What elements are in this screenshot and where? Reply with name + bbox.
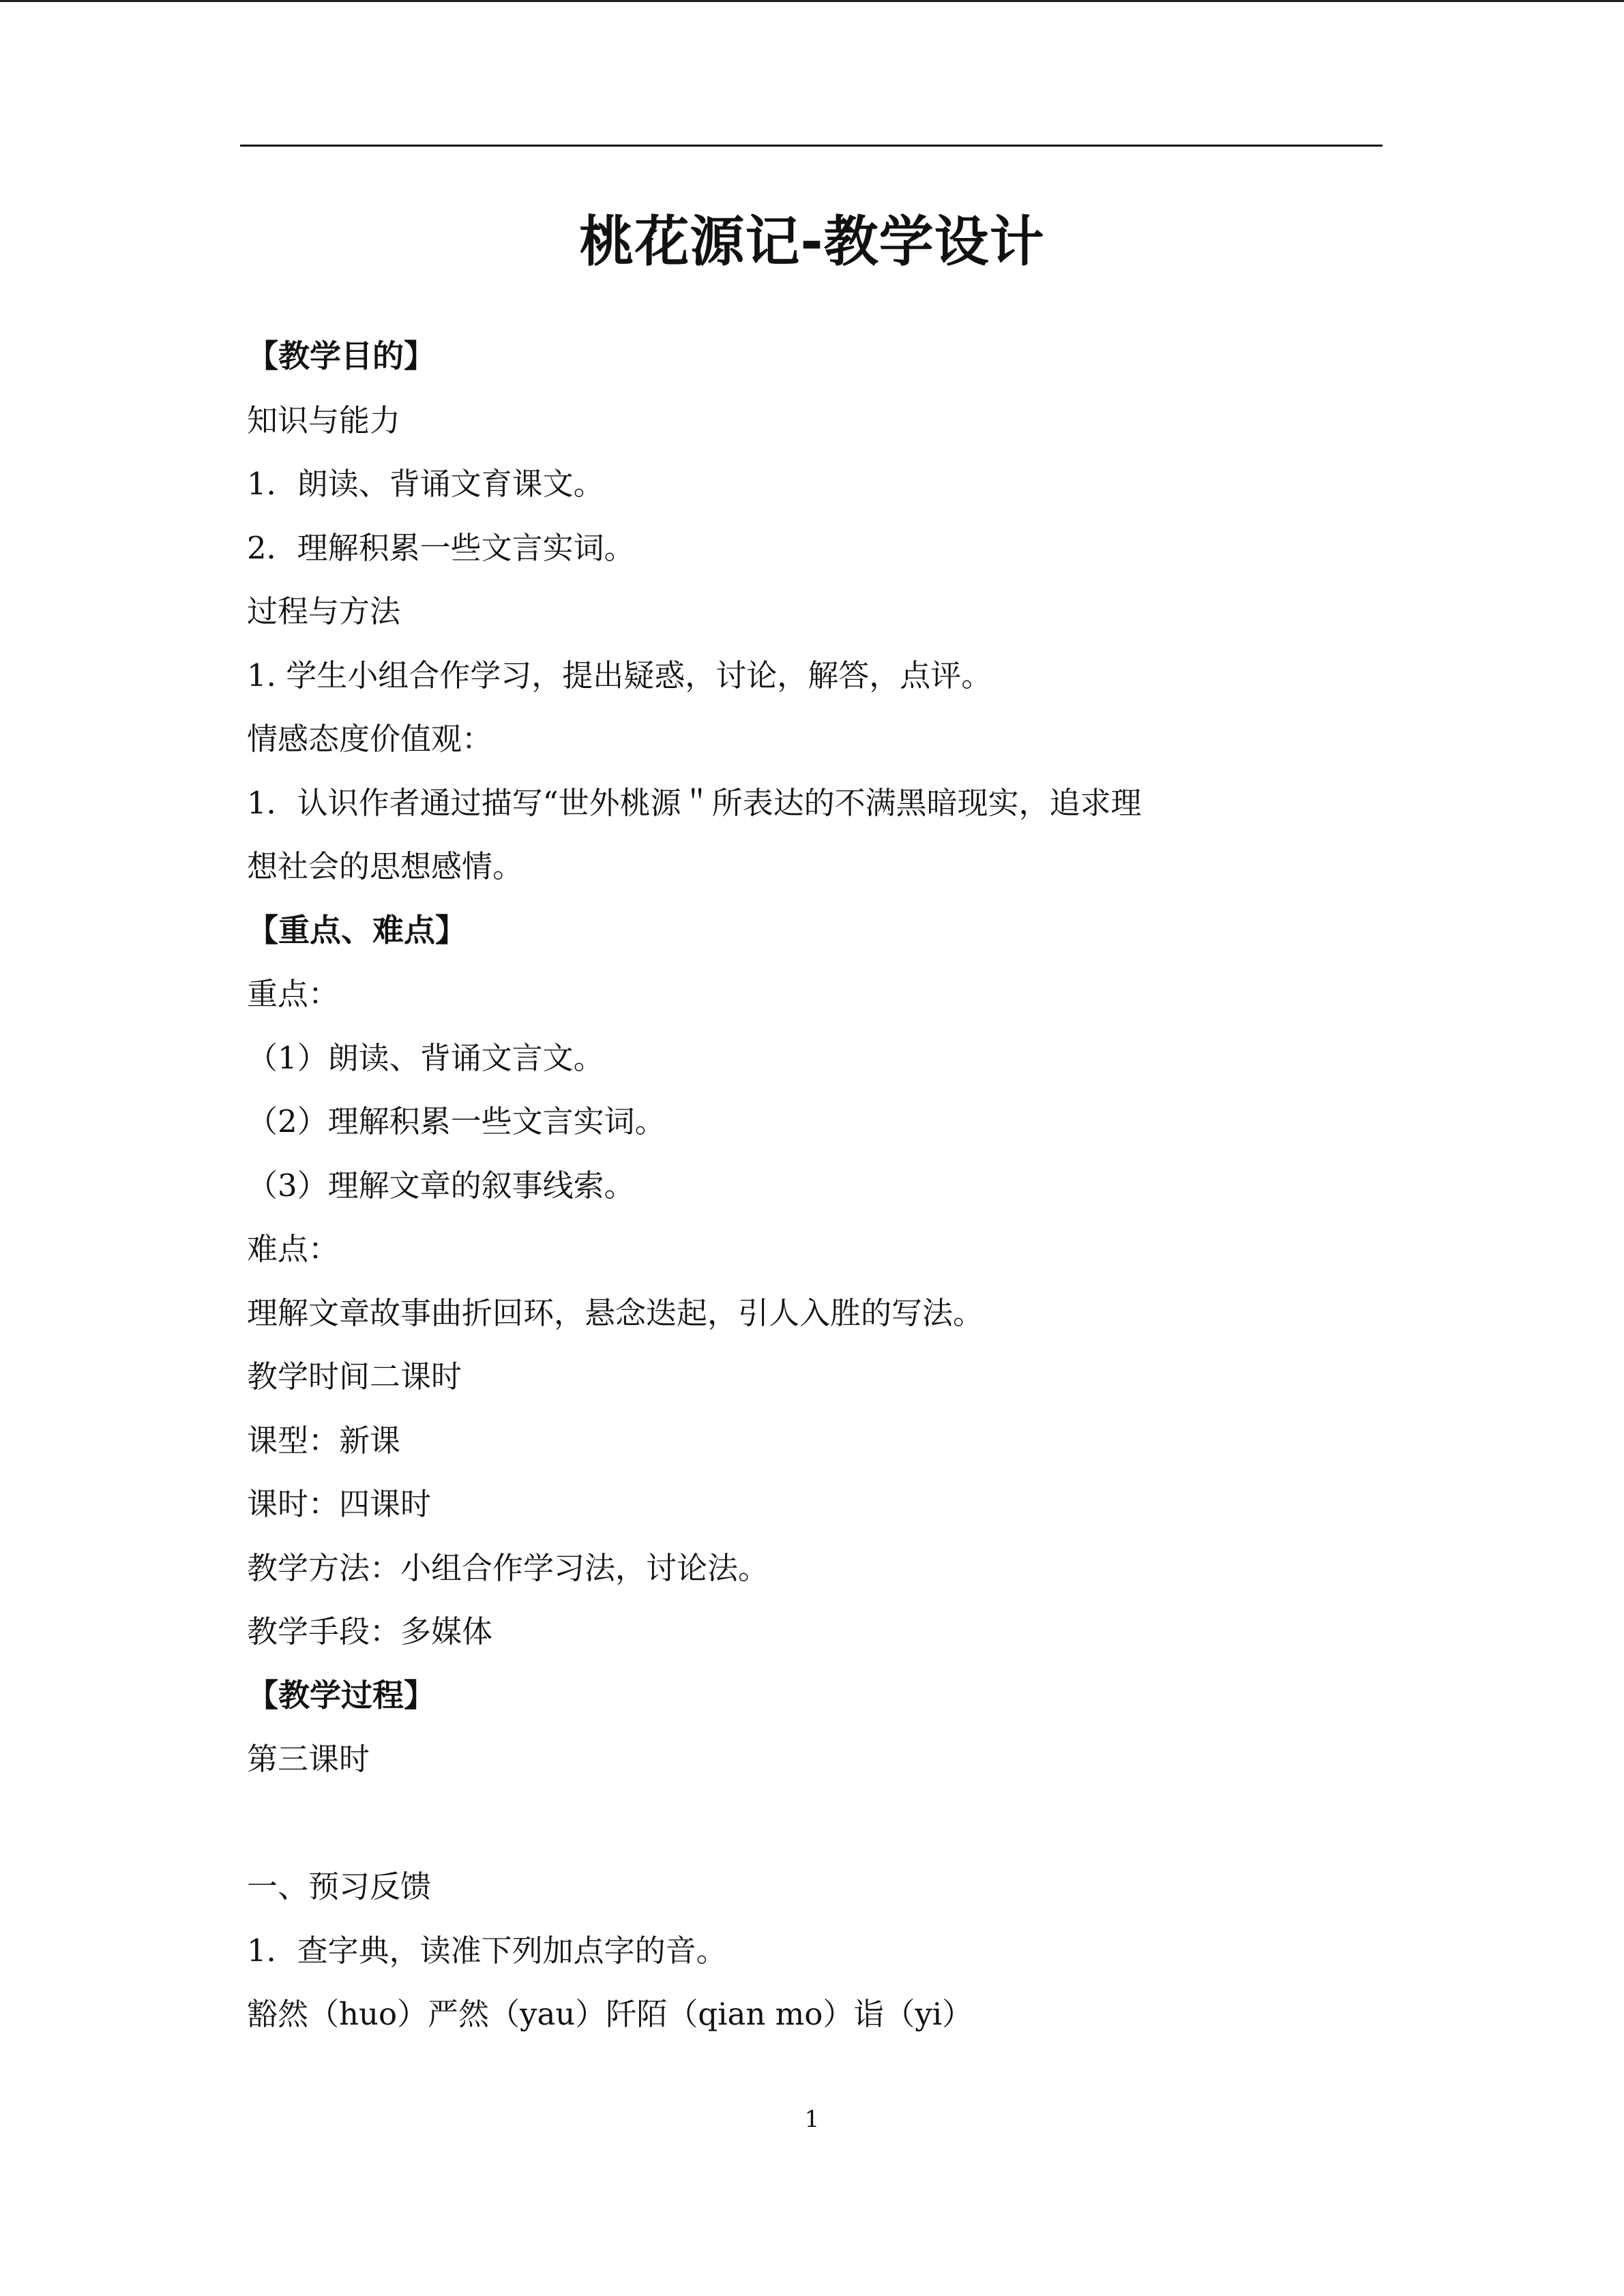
- text-line: 2．理解积累一些文言实词。: [247, 529, 635, 566]
- text-line: 难点：: [247, 1231, 340, 1267]
- blank-line: [247, 1791, 1379, 1855]
- text-line: 课时：四课时: [247, 1486, 432, 1522]
- text-line: 教学时间二课时: [247, 1358, 462, 1395]
- text-line: （3）理解文章的叙事线索。: [247, 1167, 635, 1204]
- text-line: 知识与能力: [247, 402, 401, 438]
- document-body: [247, 325, 1379, 2046]
- text-line: 1. 学生小组合作学习，提出疑惑，讨论，解答，点评。: [247, 657, 992, 694]
- text-line: 重点：: [247, 976, 340, 1012]
- text-line: 情感态度价值观：: [247, 721, 493, 757]
- text-line: 想社会的思想感情。: [247, 848, 524, 884]
- section-heading: 【重点、难点】: [247, 911, 467, 949]
- page-top-border: [0, 0, 1624, 2]
- text-line: 第三课时: [247, 1741, 370, 1777]
- text-line: 1．认识作者通过描写“世外桃源＂所表达的不满黑暗现实，追求理: [247, 784, 1142, 821]
- text-line: 一、预习反馈: [247, 1868, 432, 1905]
- text-line: 理解文章故事曲折回环，悬念迭起，引人入胜的写法。: [247, 1294, 984, 1331]
- page-number: 1: [804, 2106, 820, 2133]
- text-line: （1）朗读、背诵文言文。: [247, 1039, 604, 1076]
- text-line: 教学方法：小组合作学习法，讨论法。: [247, 1549, 769, 1586]
- section-heading: 【教学过程】: [247, 1676, 435, 1714]
- text-line: 课型：新课: [247, 1422, 401, 1459]
- text-line: 1．查字典，读准下列加点字的音。: [247, 1932, 727, 1969]
- header-rule: [240, 145, 1383, 147]
- text-line: 豁然（huo）严然（yau）阡陌（qian mo）诣（yi）: [247, 1996, 973, 2032]
- text-line: 1．朗读、背诵文育课文。: [247, 466, 604, 502]
- text-line: （2）理解积累一些文言实词。: [247, 1103, 666, 1139]
- text-line: 过程与方法: [247, 593, 401, 629]
- document-title: 桃花源记-教学设计: [579, 210, 1045, 273]
- text-line: 教学手段：多媒体: [247, 1613, 493, 1650]
- section-heading: 【教学目的】: [247, 338, 435, 374]
